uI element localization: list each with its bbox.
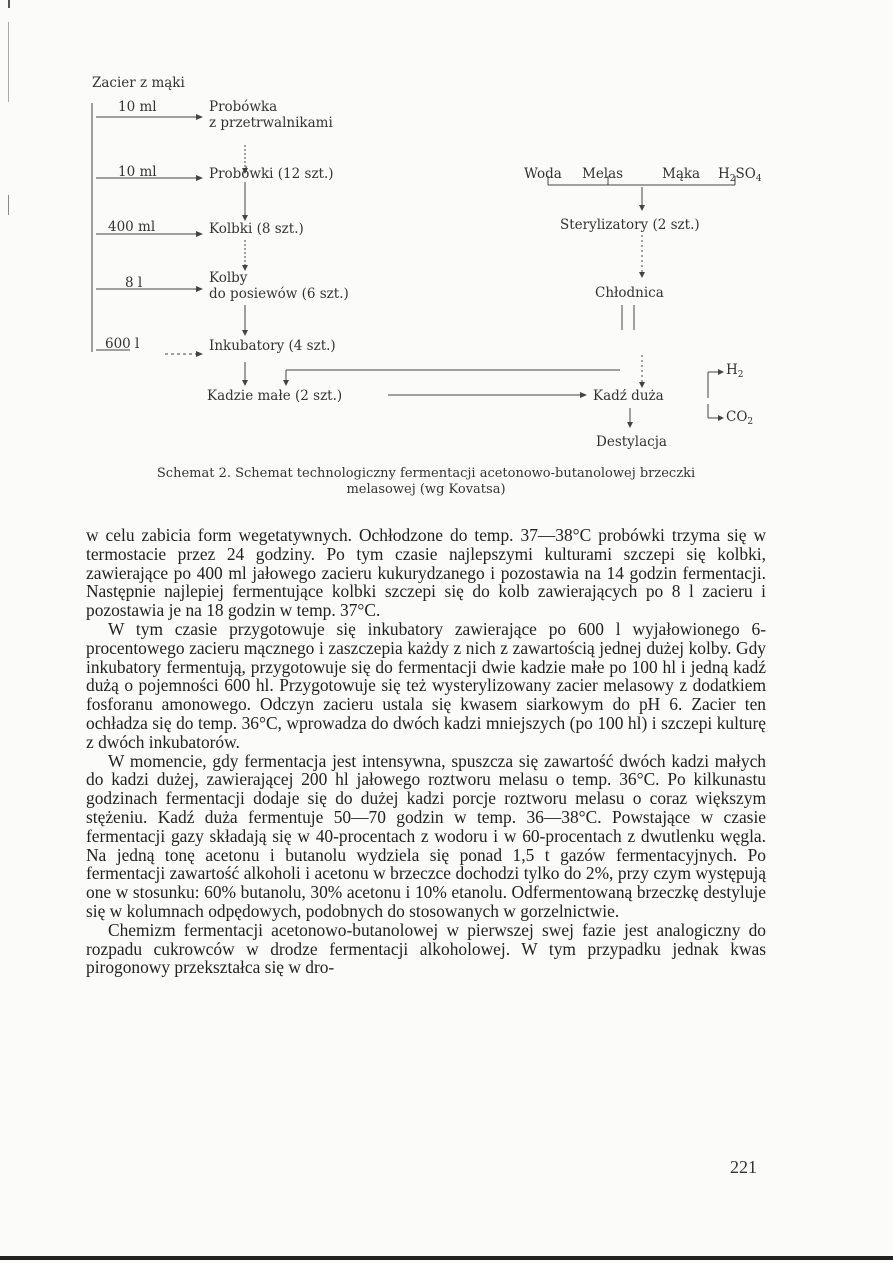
small-vats-label: Kadzie małe (2 szt.) <box>207 388 343 404</box>
row-3-volume: 400 ml <box>108 219 156 235</box>
row-3-vessel: Kolbki (8 szt.) <box>209 221 304 237</box>
diagram-connectors <box>0 0 893 470</box>
input-water: Woda <box>524 166 562 182</box>
arrowhead <box>242 330 248 336</box>
caption-line-2: melasowej (wg Kovatsa) <box>346 482 506 497</box>
row-1-volume: 10 ml <box>118 99 157 115</box>
arrowhead <box>718 415 724 421</box>
row-5-volume: 600 l <box>105 336 140 352</box>
paragraph: w celu zabicia form wegetatywnych. Ochłodzone do temp. 37—38°C probówki trzyma się w termostacie przez 24 godziny. Po tym czasie najlepszymi kulturami szczepi się kolbki, zawierające po 400 ml jałowego zacieru kukurydzanego i pozostawia na 14 godzin fermentacji. Następnie najlepiej fermentujące kolbki szczepi się do kolb zawierających po 8 l zacieru i pozostawia je na 18 godzin w temp. 37°C. <box>86 525 766 621</box>
large-vat-label: Kadź duża <box>593 388 664 404</box>
arrowhead <box>283 380 289 386</box>
row-1-vessel: Probówka <box>209 99 278 115</box>
row-4-volume: 8 l <box>125 275 143 291</box>
row-1-vessel-detail: z przetrwalnikami <box>209 115 333 131</box>
scan-bottom-edge <box>0 1256 893 1260</box>
row-4-vessel-detail: do posiewów (6 szt.) <box>209 286 349 302</box>
row-4-vessel: Kolby <box>209 270 248 286</box>
input-sulfuric-acid: $H_2SO_4$ <box>718 166 762 184</box>
body-text <box>86 526 766 977</box>
row-2-vessel: Probówki (12 szt.) <box>209 166 334 182</box>
arrowhead <box>639 205 645 211</box>
arrowhead <box>196 175 203 181</box>
source-label: Zacier z mąki <box>92 75 185 91</box>
paragraph: W tym czasie przygotowuje się inkubatory zawierające po 600 l wyjałowionego 6-procentowego zacieru mącznego i zaszczepia każdy z nich z zawartością jednej dużej kolby. Gdy inkubatory fermentują, przygotowuje się do fermentacji dwie kadzie małe po 100 hl i jedną kadź dużą o pojemności 600 hl. Przygotowuje się też wysterylizowany zacier melasowy z dodatkiem fosforanu amonowego. Odczyn zacieru ustala się kwasem siarkowym do pH 6. Zacier ten ochładza się do temp. 36°C, wprowadza do dwóch kadzi mniejszych (po 100 hl) i szczepi kulturę z dwóch inkubatorów. <box>86 618 766 752</box>
gas-hydrogen: $H_2$ <box>726 362 744 380</box>
paragraph: Chemizm fermentacji acetonowo-butanolowej w pierwszej swej fazie jest analogiczny do rozpadu cukrowców w drodze fermentacji alkoholowej. W tym przypadku jednak kwas pirogonowy przekształca się w dro- <box>86 919 766 978</box>
page-number: 221 <box>730 1157 757 1177</box>
sterilizers-label: Sterylizatory (2 szt.) <box>560 217 700 233</box>
caption-line-1: Schemat 2. Schemat technologiczny fermentacji acetonowo-butanolowej brzeczki <box>156 466 696 481</box>
arrowhead <box>196 231 203 237</box>
paragraph: W momencie, gdy fermentacja jest intensywna, spuszcza się zawartość dwóch kadzi małych do kadzi dużej, zawierającej 200 hl jałowego roztworu melasu o temp. 36°C. Po kilkunastu godzinach fermentacji dodaje się do dużej kadzi porcje roztworu melasu o coraz większym stężeniu. Kadź duża fermentuje 50—70 godzin w temp. 36—38°C. Powstające w czasie fermentacji gazy składają się w 40-procentach z wodoru i w 60-procentach z dwutlenku węgla. Na jedną tonę acetonu i butanolu wydziela się ponad 1,5 t gazów fermentacyjnych. Po fermentacji zawartość alkoholi i acetonu w brzeczce dochodzi tylko do 2%, przy czym występują one w stosunku: 60% butanolu, 30% acetonu i 10% etanolu. Odfermentowaną brzeczkę destyluje się w kolumnach odpędowych, podobnych do stosowanych w gorzelnictwie. <box>86 750 766 921</box>
input-flour: Mąka <box>662 166 701 182</box>
row-5-vessel: Inkubatory (4 szt.) <box>209 338 336 354</box>
arrowhead <box>196 286 203 292</box>
arrowhead <box>718 369 724 375</box>
input-molasses: Melas <box>582 166 624 182</box>
arrowhead <box>627 422 633 428</box>
technological-scheme-diagram <box>0 0 893 470</box>
arrowhead <box>196 351 203 357</box>
arrowhead <box>639 272 645 278</box>
gas-carbon-dioxide: $CO_2$ <box>726 409 754 427</box>
arrowhead <box>580 392 587 398</box>
arrowhead <box>242 380 248 386</box>
figure-caption <box>86 466 766 498</box>
cooler-label: Chłodnica <box>595 285 664 301</box>
arrowhead <box>196 114 203 120</box>
distillation-label: Destylacja <box>596 434 667 450</box>
row-2-volume: 10 ml <box>118 164 157 180</box>
